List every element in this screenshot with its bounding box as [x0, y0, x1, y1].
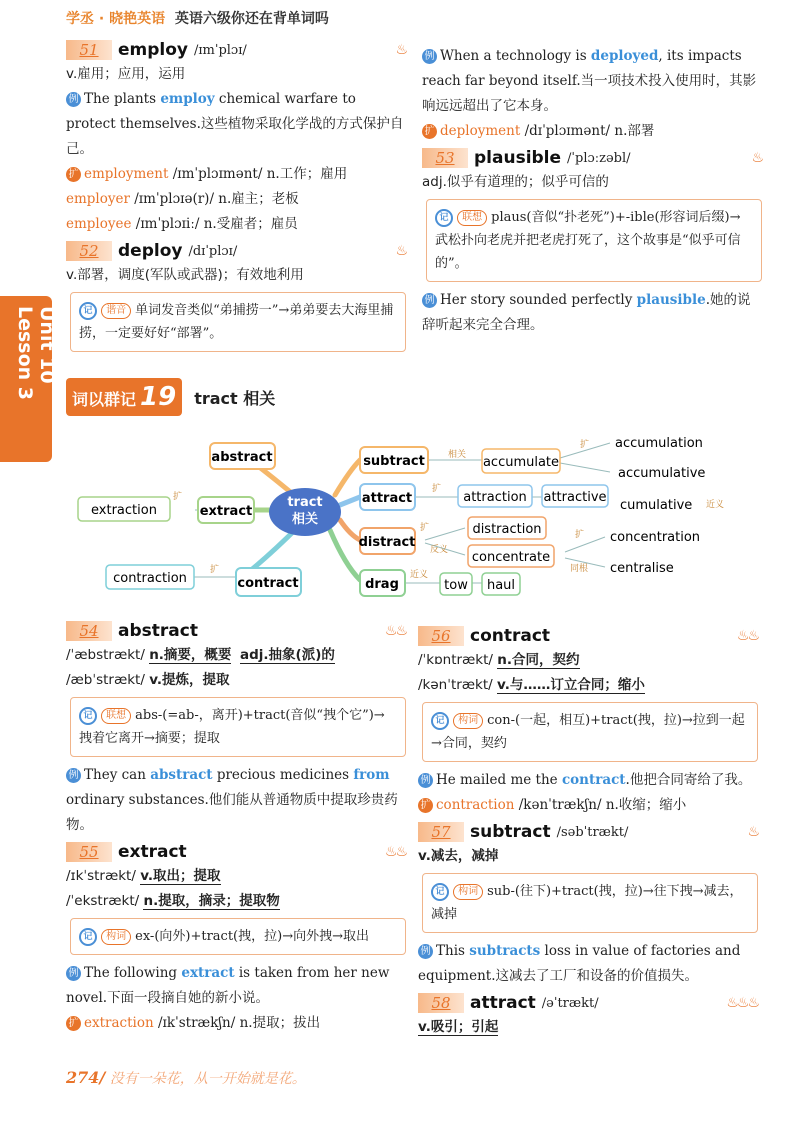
entry-phonetic: /əˈtrækt/: [541, 995, 599, 1011]
branch: [340, 520, 360, 540]
entry-definition: v.部署，调度(军队或武器)；有效地利用: [66, 267, 304, 283]
tip-text: abs-(=ab-，离开)+tract(音似“拽个它”)→拽着它离开→摘要；提取: [79, 708, 385, 746]
example-highlight: deployed: [590, 48, 659, 64]
node-text: accumulative: [618, 466, 706, 481]
entry-word: subtract: [470, 822, 551, 842]
entry-definition: [66, 864, 406, 889]
memory-tip: [70, 292, 406, 352]
entry-heading: [418, 991, 758, 1015]
relation-tag: 扩: [210, 565, 220, 575]
group-badge: [66, 378, 182, 416]
extend-icon: 扩: [66, 1016, 81, 1031]
tip-icon: 记: [79, 928, 97, 946]
example: [418, 939, 758, 989]
node-text: extract: [199, 504, 253, 519]
node-text: extraction: [91, 503, 157, 518]
relation-tag: 扩: [432, 484, 442, 494]
entry-definition: [418, 673, 758, 698]
derivative-phonetic: /ɪmˈplɔɪə(r)/: [134, 191, 214, 207]
extend-icon: 扩: [66, 167, 81, 182]
side-tab-label: Unit 10 Lesson 3: [14, 306, 58, 401]
center-label-top: tract: [287, 495, 323, 510]
unit-side-tab: [0, 296, 58, 462]
tip-tag: 构词: [101, 929, 131, 945]
tip-icon: 记: [431, 883, 449, 901]
entry-word: contract: [470, 626, 551, 646]
example-text: They can: [84, 767, 151, 783]
entry-heading: [422, 146, 762, 170]
tip-icon: 记: [435, 209, 453, 227]
fire-icon: ♨: [751, 150, 762, 166]
example-text: loss in value of factories and equipment.: [418, 943, 741, 984]
fire-icon: ♨♨: [384, 623, 406, 639]
page-number: 274/: [66, 1068, 106, 1087]
entry-phonetic: /dɪˈplɔɪ/: [188, 243, 238, 259]
fire-icon: ♨: [395, 42, 406, 58]
entry-definition: [418, 648, 758, 673]
group-title: [66, 378, 275, 416]
example-text: He mailed me the: [436, 772, 562, 788]
node-text: abstract: [211, 450, 273, 465]
example-highlight: contract: [561, 772, 626, 788]
definition-text: n.提取，摘录；提取物: [143, 893, 280, 909]
derivative-word: employer: [66, 191, 130, 207]
derivative-def: n.收缩；缩小: [605, 797, 687, 813]
tip-icon: 记: [79, 302, 97, 320]
example-text: ordinary substances.: [66, 792, 209, 808]
example-icon: 例: [422, 293, 437, 308]
entry-phonetic: /kənˈtrækt/: [418, 677, 493, 693]
relation-tag: 扩: [575, 530, 585, 540]
derivative-def: n.提取；拔出: [239, 1015, 321, 1031]
example-highlight: abstract: [150, 767, 213, 783]
entry-word: deploy: [118, 241, 183, 261]
entry-definition: adj.似乎有道理的；似乎可信的: [422, 174, 609, 190]
example-icon: 例: [418, 944, 433, 959]
derivative-phonetic: /ɪmˈplɔɪiː/: [135, 216, 200, 232]
derivative: [66, 162, 406, 187]
derivative: [66, 187, 406, 212]
entry-phonetic: /ɪmˈplɔɪ/: [194, 42, 247, 58]
entry-definition: [418, 844, 758, 869]
example-text: The plants: [84, 91, 161, 107]
entry-word: attract: [470, 993, 536, 1013]
group-topic: tract 相关: [194, 388, 276, 408]
node-text: contraction: [113, 571, 187, 586]
footer-motto: 没有一朵花，从一开始就是花。: [109, 1071, 306, 1087]
node-text: attract: [361, 491, 413, 506]
node-text: attractive: [543, 490, 607, 505]
entry-number: 58: [418, 993, 464, 1013]
definition-text: v.减去，减掉: [418, 848, 499, 864]
entry-heading: [66, 840, 406, 864]
derivative: [66, 212, 406, 237]
node-text: concentrate: [471, 550, 551, 565]
center-label-bottom: 相关: [291, 512, 319, 527]
fire-icon: ♨: [747, 824, 758, 840]
example-highlight: from: [353, 767, 390, 783]
example-translation: 他们能从普通物质中提取珍贵药物。: [66, 792, 398, 833]
entry-definition: v.雇用；应用，运用: [66, 66, 186, 82]
example-text: .: [625, 772, 630, 788]
memory-tip: [422, 873, 758, 933]
example-text: .: [705, 292, 710, 308]
tip-text: plaus(音似“扑老死”)+-ible(形容词后缀)→武松扑向老虎并把老虎打死了，这个故事是“似乎可信的”。: [435, 210, 741, 271]
example-icon: 例: [66, 92, 81, 107]
derivative-phonetic: /dɪˈplɔɪmənt/: [524, 123, 611, 139]
example-translation: 下面一段摘自她的新小说。: [107, 990, 270, 1006]
derivative-word: employment: [84, 166, 169, 182]
entry-word: plausible: [474, 148, 562, 168]
header-brand: 学丞 · 晓艳英语: [66, 11, 166, 27]
entry-definition: [66, 643, 406, 668]
node-text: contract: [237, 576, 299, 591]
entry-number: 53: [422, 148, 468, 168]
tip-tag: 构词: [453, 884, 483, 900]
example-translation: 当一项技术投入使用时，其影响远远超出了它本身。: [422, 73, 757, 114]
entry-phonetic: /ˈæbstrækt/: [66, 647, 145, 663]
fire-icon: ♨♨: [736, 628, 758, 644]
example-translation: 这减去了工厂和设备的价值损失。: [495, 968, 698, 984]
derivative-word: deployment: [440, 123, 521, 139]
page-header: [66, 8, 329, 28]
memory-tip: [426, 199, 762, 282]
example-text: chemical warfare to protect themselves.: [66, 91, 356, 132]
node-text: cumulative: [620, 498, 693, 513]
entry-number: 57: [418, 822, 464, 842]
example-highlight: employ: [160, 91, 215, 107]
derivative-def: n.部署: [614, 123, 655, 139]
tip-text: sub-(往下)+tract(拽，拉)→往下拽→减去，减掉: [431, 884, 743, 922]
relation-tag: 近义: [706, 500, 725, 510]
relation-tag: 反义: [430, 545, 449, 555]
branch: [335, 460, 360, 495]
example-icon: 例: [66, 768, 81, 783]
relation-tag: 同根: [570, 564, 589, 574]
node-text: attraction: [463, 490, 527, 505]
relation-tag: 扩: [580, 440, 590, 450]
definition-text: adj.抽象(派)的: [240, 647, 335, 663]
example: [422, 44, 762, 119]
definition-text: n.摘要，概要: [149, 647, 232, 663]
definition-text: v.取出；提取: [140, 868, 221, 884]
example-highlight: plausible: [636, 292, 706, 308]
relation-tag: 近义: [410, 570, 429, 580]
example: [66, 961, 406, 1011]
example-text: is taken from her new novel.: [66, 965, 390, 1006]
example-translation: 这些植物采取化学战的方式保护自己。: [66, 116, 404, 157]
relation-tag: 扩: [420, 523, 430, 533]
node-text: concentration: [610, 530, 701, 545]
memory-tip: [422, 702, 758, 762]
node-text: tow: [444, 578, 468, 593]
entry-heading: [418, 820, 758, 844]
example-icon: 例: [66, 966, 81, 981]
entry-phonetic: /æbˈstrækt/: [66, 672, 145, 688]
entry-number: 54: [66, 621, 112, 641]
entry-phonetic: /səbˈtrækt/: [556, 824, 629, 840]
fire-icon: ♨♨: [384, 844, 406, 860]
example-text: This: [436, 943, 470, 959]
node-text: accumulate: [482, 455, 560, 470]
example: [418, 768, 758, 793]
derivative: [422, 119, 762, 144]
node-text: drag: [365, 577, 399, 592]
tip-text: 单词发音类似“弟捕捞一”→弟弟要去大海里捕捞，一定要好好“部署”。: [79, 303, 394, 341]
memory-tip: [70, 697, 406, 757]
definition-text: v.与……订立合同；缩小: [497, 677, 645, 693]
derivative-phonetic: /kənˈtrækʃn/: [518, 797, 602, 813]
derivative-def: n.雇主；老板: [218, 191, 299, 207]
page-footer: [66, 1068, 306, 1088]
entry-word: extract: [118, 842, 187, 862]
link: [560, 463, 610, 472]
relation-tag: 相关: [448, 450, 467, 460]
entry-number: 52: [66, 241, 112, 261]
example-text: , its impacts reach far beyond itself.: [422, 48, 742, 89]
tract-mind-map: [70, 425, 750, 610]
entry-number: 51: [66, 40, 112, 60]
entry-heading: [66, 619, 406, 643]
link: [425, 528, 465, 540]
derivative-word: contraction: [436, 797, 515, 813]
tip-icon: 记: [79, 707, 97, 725]
fire-icon: ♨♨♨: [726, 995, 758, 1011]
tip-text: ex-(向外)+tract(拽，拉)→向外拽→取出: [135, 929, 369, 944]
extend-icon: 扩: [422, 124, 437, 139]
relation-tag: 扩: [173, 492, 183, 502]
derivative-phonetic: /ɪkˈstrækʃn/: [157, 1015, 236, 1031]
derivative-word: employee: [66, 216, 132, 232]
example-text: precious medicines: [212, 767, 354, 783]
entry-heading: [66, 38, 406, 62]
fire-icon: ♨: [395, 243, 406, 259]
right-bottom-column: [418, 622, 758, 1040]
example-text: The following: [84, 965, 182, 981]
example-highlight: subtracts: [469, 943, 541, 959]
entry-definition: [66, 668, 406, 693]
entry-word: employ: [118, 40, 189, 60]
entry-phonetic: /ˈkɒntrækt/: [418, 652, 493, 668]
example-translation: 他把合同寄给了我。: [629, 772, 752, 788]
entry-definition: [418, 1015, 758, 1040]
entry-phonetic: /ˈplɔːzəbl/: [567, 150, 631, 166]
group-badge-label: 词以群记: [72, 390, 137, 409]
example-translation: 她的说辞听起来完全合理。: [422, 292, 751, 333]
derivative: [418, 793, 758, 818]
entry-number: 56: [418, 626, 464, 646]
example: [66, 763, 406, 838]
definition-text: n.合同，契约: [497, 652, 580, 668]
example-highlight: extract: [181, 965, 235, 981]
tip-text: con-(一起，相互)+tract(拽，拉)→拉到一起→合同，契约: [431, 713, 745, 751]
entry-phonetic: /ˈekstrækt/: [66, 893, 140, 909]
derivative-word: extraction: [84, 1015, 154, 1031]
node-text: haul: [486, 578, 516, 593]
derivative-phonetic: /ɪmˈplɔɪmənt/: [172, 166, 263, 182]
entry-number: 55: [66, 842, 112, 862]
derivative-def: n.工作；雇用: [266, 166, 348, 182]
entry-phonetic: /ɪkˈstrækt/: [66, 868, 136, 884]
memory-tip: [70, 918, 406, 955]
node-text: centralise: [610, 561, 674, 576]
example-icon: 例: [418, 773, 433, 788]
left-bottom-column: [66, 617, 406, 1036]
right-top-column: [422, 44, 762, 338]
example-text: When a technology is: [440, 48, 591, 64]
example: [66, 87, 406, 162]
node-text: distraction: [472, 522, 542, 537]
node-text: distract: [358, 535, 416, 550]
node-text: subtract: [363, 454, 425, 469]
tip-tag: 联想: [101, 708, 131, 724]
entry-heading: [418, 624, 758, 648]
example-text: Her story sounded perfectly: [440, 292, 637, 308]
link: [565, 537, 605, 552]
node-text: accumulation: [615, 436, 703, 451]
definition-text: v.提炼，提取: [149, 672, 230, 688]
left-top-column: [66, 36, 406, 358]
derivative: [66, 1011, 406, 1036]
entry-definition: [66, 889, 406, 914]
example-icon: 例: [422, 49, 437, 64]
entry-heading: [66, 239, 406, 263]
tip-tag: 联想: [457, 210, 487, 226]
tip-tag: 构词: [453, 713, 483, 729]
definition-text: v.吸引；引起: [418, 1019, 499, 1035]
tip-tag: 谐音: [101, 303, 131, 319]
extend-icon: 扩: [418, 798, 433, 813]
example: [422, 288, 762, 338]
group-number: 19: [140, 382, 177, 412]
branch: [340, 497, 360, 505]
entry-word: abstract: [118, 621, 198, 641]
derivative-def: n.受雇者；雇员: [203, 216, 298, 232]
header-title: 英语六级你还在背单词吗: [174, 11, 329, 27]
tip-icon: 记: [431, 712, 449, 730]
